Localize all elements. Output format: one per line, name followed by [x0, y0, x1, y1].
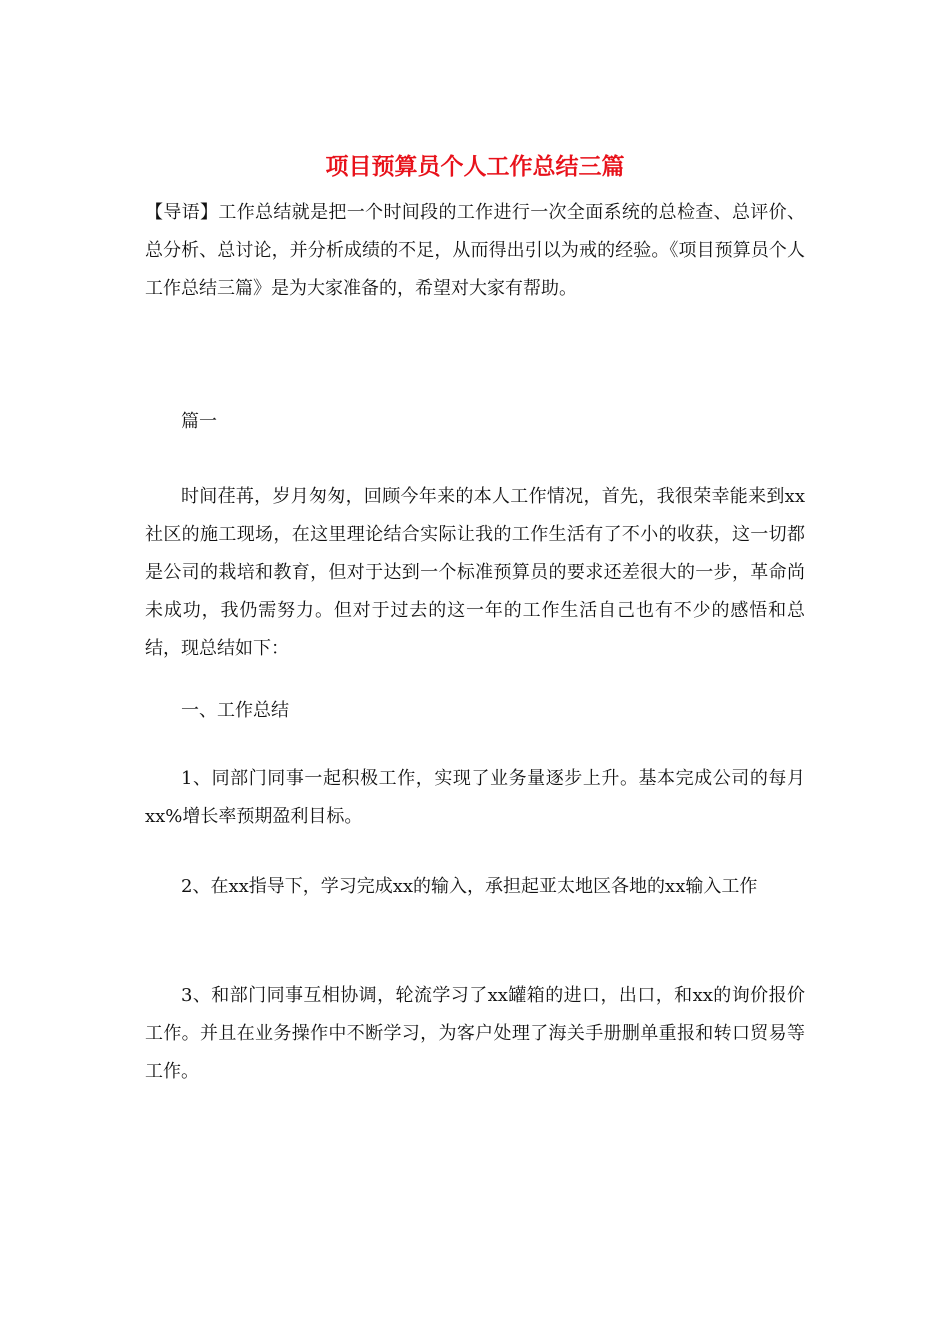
item-block-3 — [145, 977, 805, 1091]
heading-block-1 — [145, 692, 805, 730]
body-block-1 — [145, 478, 805, 668]
document-title: 项目预算员个人工作总结三篇 — [325, 153, 625, 180]
list-item-2: 2、在xx指导下，学习完成xx的输入，承担起亚太地区各地的xx输入工作 — [181, 876, 758, 897]
list-item-3: 3、和部门同事互相协调，轮流学习了xx罐箱的进口，出口，和xx的询价报价工作。并且在业务操作中不断学习，为客户处理了海关手册删单重报和转口贸易等工作。 — [145, 985, 805, 1082]
item-block-2 — [145, 868, 805, 906]
intro-block — [145, 194, 805, 308]
section-heading-1: 一、工作总结 — [181, 700, 289, 721]
section-label: 篇一 — [181, 411, 217, 432]
section-block — [145, 403, 805, 441]
item-block-1 — [145, 760, 805, 836]
intro-paragraph: 【导语】工作总结就是把一个时间段的工作进行一次全面系统的总检查、总评价、总分析、总讨论，并分析成绩的不足，从而得出引以为戒的经验。《项目预算员个人工作总结三篇》是为大家准备的，希望对大家有帮助。 — [145, 202, 805, 299]
list-item-1: 1、同部门同事一起积极工作，实现了业务量逐步上升。基本完成公司的每月xx%增长率预期盈利目标。 — [145, 768, 805, 827]
body-paragraph-1: 时间荏苒，岁月匆匆，回顾今年来的本人工作情况，首先，我很荣幸能来到xx社区的施工现场，在这里理论结合实际让我的工作生活有了不小的收获，这一切都是公司的栽培和教育，但对于达到一个标准预算员的要求还差很大的一步，革命尚未成功，我仍需努力。但对于过去的这一年的工作生活自己也有不少的感悟和总结，现总结如下： — [145, 486, 805, 659]
